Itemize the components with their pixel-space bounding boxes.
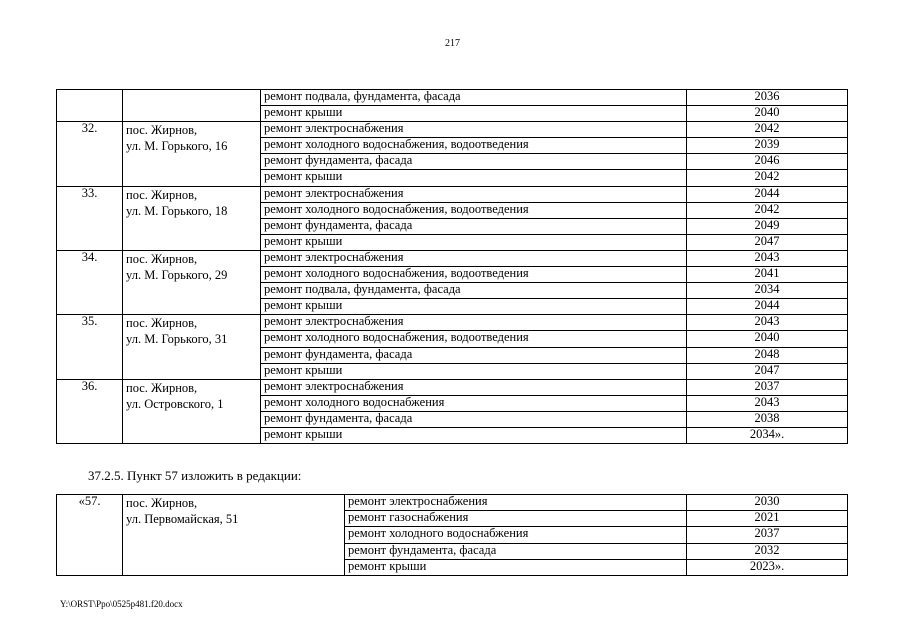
table-row	[57, 379, 848, 395]
year-cell: 2034	[687, 283, 848, 299]
address-settlement: пос. Жирнов,	[126, 187, 198, 202]
year-cell: 2043	[687, 395, 848, 411]
work-type-cell: ремонт холодного водоснабжения, водоотведения	[261, 202, 687, 218]
work-type-cell: ремонт крыши	[261, 427, 687, 443]
work-type-cell: ремонт электроснабжения	[261, 250, 687, 266]
address-street: ул. М. Горького, 31	[126, 332, 228, 347]
work-type-cell: ремонт газоснабжения	[345, 511, 687, 527]
address-settlement: пос. Жирнов,	[126, 496, 198, 510]
number-cell: 34.	[57, 250, 123, 314]
year-cell: 2032	[687, 543, 848, 559]
year-cell: 2034».	[687, 427, 848, 443]
table-row	[57, 186, 848, 202]
year-cell: 2038	[687, 411, 848, 427]
work-type-cell: ремонт холодного водоснабжения	[345, 527, 687, 543]
table-row	[57, 495, 848, 511]
work-type-cell: ремонт электроснабжения	[261, 379, 687, 395]
year-cell: 2042	[687, 122, 848, 138]
year-cell: 2049	[687, 218, 848, 234]
address-cell	[123, 315, 261, 379]
work-type-cell: ремонт электроснабжения	[261, 315, 687, 331]
work-type-cell: ремонт крыши	[261, 299, 687, 315]
year-cell: 2043	[687, 250, 848, 266]
work-type-cell: ремонт фундамента, фасада	[261, 411, 687, 427]
work-type-cell: ремонт подвала, фундамента, фасада	[261, 283, 687, 299]
address-cell	[123, 379, 261, 443]
address-cell	[123, 90, 261, 122]
address-settlement: пос. Жирнов,	[126, 316, 198, 331]
work-type-cell: ремонт фундамента, фасада	[261, 347, 687, 363]
repair-schedule-table	[56, 89, 848, 444]
year-cell: 2040	[687, 331, 848, 347]
year-cell: 2044	[687, 186, 848, 202]
year-cell: 2047	[687, 363, 848, 379]
work-type-cell: ремонт крыши	[345, 559, 687, 575]
year-cell: 2042	[687, 170, 848, 186]
year-cell: 2042	[687, 202, 848, 218]
year-cell: 2044	[687, 299, 848, 315]
year-cell: 2021	[687, 511, 848, 527]
table-row	[57, 250, 848, 266]
year-cell: 2040	[687, 106, 848, 122]
work-type-cell: ремонт крыши	[261, 363, 687, 379]
repair-schedule-body	[57, 90, 848, 444]
address-settlement: пос. Жирнов,	[126, 380, 198, 395]
work-type-cell: ремонт холодного водоснабжения, водоотведения	[261, 267, 687, 283]
year-cell: 2037	[687, 379, 848, 395]
work-type-cell: ремонт электроснабжения	[345, 495, 687, 511]
year-cell: 2046	[687, 154, 848, 170]
number-cell: «57.	[57, 495, 123, 576]
address-cell	[123, 186, 261, 250]
year-cell: 2023».	[687, 559, 848, 575]
address-settlement: пос. Жирнов,	[126, 251, 198, 266]
work-type-cell: ремонт фундамента, фасада	[261, 154, 687, 170]
work-type-cell: ремонт электроснабжения	[261, 186, 687, 202]
footer-file-path: Y:\ORST\Ppo\0525p481.f20.docx	[60, 599, 183, 609]
year-cell: 2041	[687, 267, 848, 283]
work-type-cell: ремонт фундамента, фасада	[345, 543, 687, 559]
number-cell: 33.	[57, 186, 123, 250]
address-cell	[123, 122, 261, 186]
work-type-cell: ремонт крыши	[261, 234, 687, 250]
year-cell: 2036	[687, 90, 848, 106]
address-cell	[123, 495, 345, 576]
work-type-cell: ремонт фундамента, фасада	[261, 218, 687, 234]
work-type-cell: ремонт холодного водоснабжения, водоотведения	[261, 331, 687, 347]
number-cell	[57, 90, 123, 122]
table-row	[57, 122, 848, 138]
work-type-cell: ремонт холодного водоснабжения	[261, 395, 687, 411]
number-cell: 36.	[57, 379, 123, 443]
number-cell: 32.	[57, 122, 123, 186]
work-type-cell: ремонт крыши	[261, 106, 687, 122]
paragraph-item-57: 37.2.5. Пункт 57 изложить в редакции:	[88, 468, 302, 483]
year-cell: 2047	[687, 234, 848, 250]
address-street: ул. М. Горького, 18	[126, 203, 228, 218]
work-type-cell: ремонт подвала, фундамента, фасада	[261, 90, 687, 106]
year-cell: 2037	[687, 527, 848, 543]
work-type-cell: ремонт электроснабжения	[261, 122, 687, 138]
year-cell: 2030	[687, 495, 848, 511]
number-cell: 35.	[57, 315, 123, 379]
work-type-cell: ремонт крыши	[261, 170, 687, 186]
address-street: ул. Первомайская, 51	[126, 512, 239, 526]
address-settlement: пос. Жирнов,	[126, 123, 198, 138]
page-number: 217	[445, 38, 460, 49]
work-type-cell: ремонт холодного водоснабжения, водоотведения	[261, 138, 687, 154]
year-cell: 2039	[687, 138, 848, 154]
address-street: ул. М. Горького, 16	[126, 139, 228, 154]
year-cell: 2048	[687, 347, 848, 363]
table-row	[57, 90, 848, 106]
address-street: ул. Островского, 1	[126, 396, 224, 411]
item-57-body	[57, 495, 848, 576]
year-cell: 2043	[687, 315, 848, 331]
table-row	[57, 315, 848, 331]
address-street: ул. М. Горького, 29	[126, 267, 228, 282]
address-cell	[123, 250, 261, 314]
item-57-table	[56, 494, 848, 576]
